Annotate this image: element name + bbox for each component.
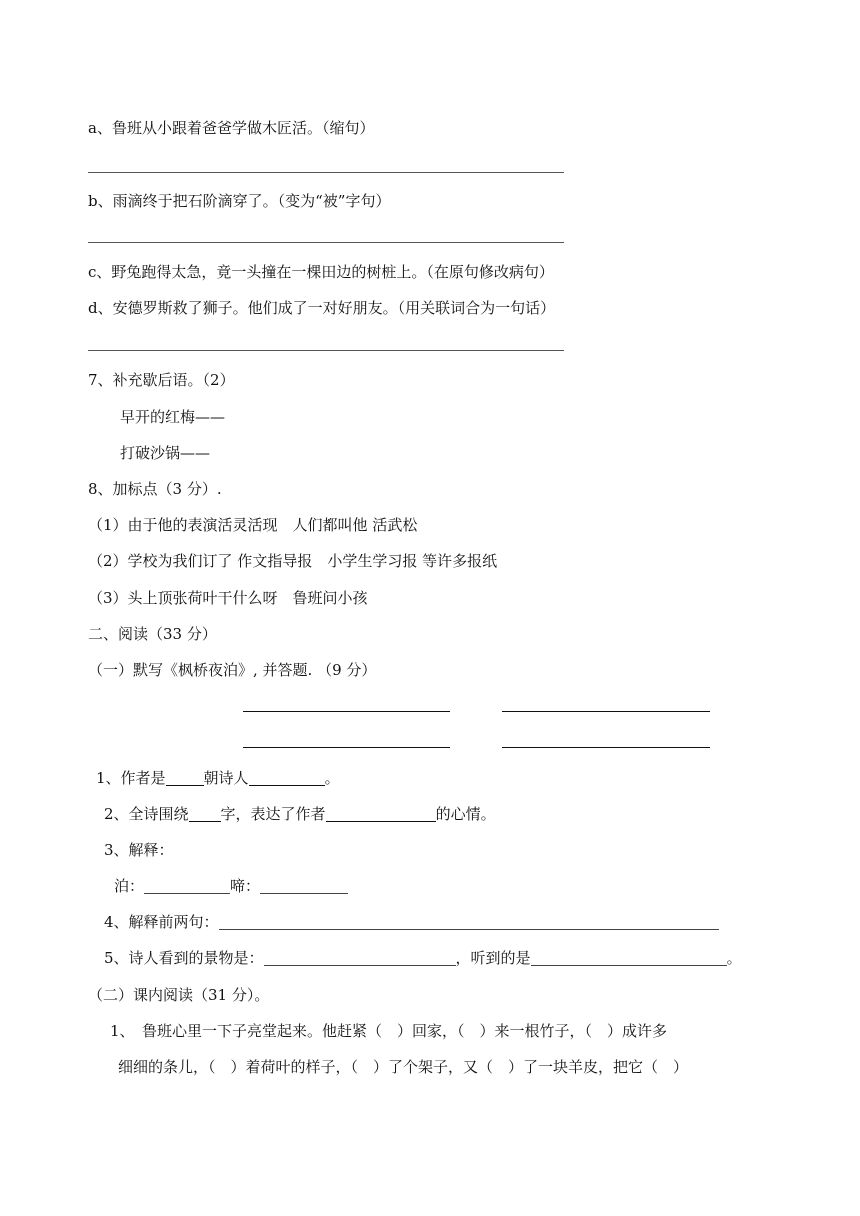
- fill-blank[interactable]: [264, 949, 456, 966]
- part2-title: （二）课内阅读（31 分）。: [88, 986, 270, 1004]
- q6-item-b: b、雨滴终于把石阶滴穿了。（变为“被”字句）: [88, 192, 391, 210]
- answer-line: [88, 242, 564, 243]
- part2-passage-line-1: 1、 鲁班心里一下子亮堂起来。他赶紧（ ）回家，（ ）来一根竹子，（ ）成许多: [110, 1022, 668, 1040]
- fill-blank[interactable]: [531, 949, 727, 966]
- poem-line-2: [502, 711, 710, 712]
- fill-blank[interactable]: [326, 805, 436, 822]
- part1-q5: 5、诗人看到的景物是： ，听到的是 。: [104, 949, 742, 967]
- part1-q1: 1、作者是 朝诗人 。: [96, 769, 340, 787]
- q7-item-1: 早开的红梅——: [120, 408, 226, 426]
- answer-line: [88, 172, 564, 173]
- fill-blank[interactable]: [189, 805, 221, 822]
- part1-q2: 2、全诗围绕 字，表达了作者 的心情。: [104, 805, 496, 823]
- part1-title: （一）默写《枫桥夜泊》, 并答题. （9 分）: [88, 661, 377, 679]
- part2-passage-line-2: 细细的条儿，（ ）着荷叶的样子，（ ）了个架子，又（ ）了一块羊皮，把它（ ）: [118, 1058, 689, 1076]
- poem-line-3: [243, 747, 450, 748]
- fill-blank[interactable]: [166, 769, 204, 786]
- q8-item-2: （2）学校为我们订了 作文指导报 小学生学习报 等许多报纸: [88, 552, 498, 570]
- q8-title: 8、加标点（3 分）.: [88, 480, 222, 498]
- fill-blank[interactable]: [144, 877, 230, 894]
- q7-item-2: 打破沙锅——: [120, 444, 211, 462]
- q6-item-a: a、鲁班从小跟着爸爸学做木匠活。（缩句）: [88, 119, 375, 137]
- poem-line-1: [243, 711, 450, 712]
- fill-blank[interactable]: [249, 769, 325, 786]
- q8-item-1: （1）由于他的表演活灵活现 人们都叫他 活武松: [88, 516, 418, 534]
- q7-title: 7、补充歇后语。（2）: [88, 371, 235, 389]
- section-title: 二、阅读（33 分）: [88, 625, 217, 643]
- part1-q3-items: 泊： 啼：: [114, 876, 348, 896]
- part1-q4: 4、解释前两句：: [104, 912, 719, 932]
- q6-item-d: d、安德罗斯救了狮子。他们成了一对好朋友。（用关联词合为一句话）: [88, 299, 556, 317]
- answer-line: [88, 350, 564, 351]
- part1-q3-title: 3、解释：: [104, 841, 174, 859]
- fill-blank[interactable]: [219, 913, 719, 930]
- poem-line-4: [502, 747, 710, 748]
- q8-item-3: （3）头上顶张荷叶干什么呀 鲁班问小孩: [88, 589, 368, 607]
- q6-item-c: c、野兔跑得太急，竟一头撞在一棵田边的树桩上。（在原句修改病句）: [88, 263, 554, 281]
- fill-blank[interactable]: [260, 877, 348, 894]
